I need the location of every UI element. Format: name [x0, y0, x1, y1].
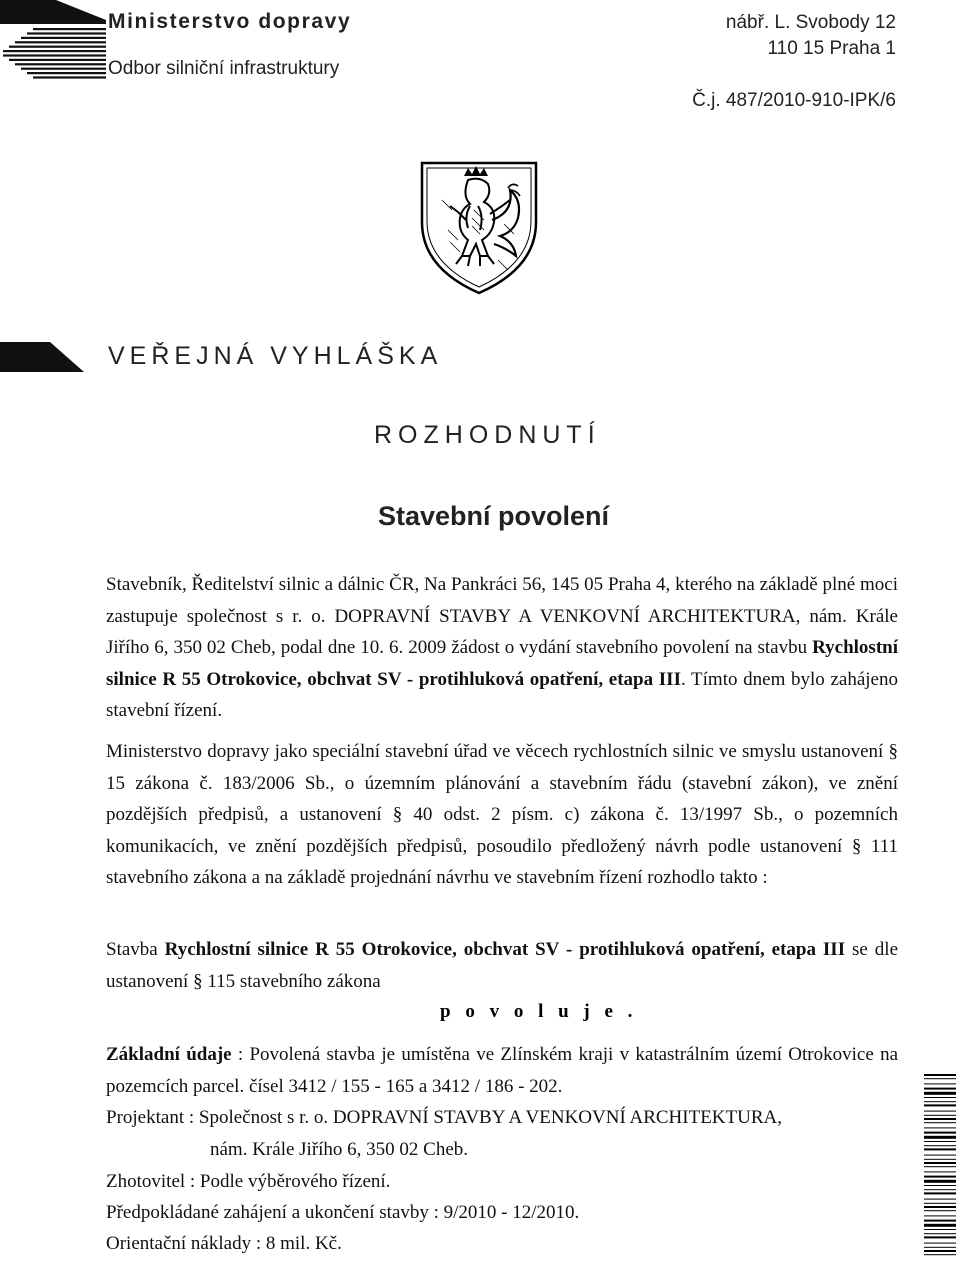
public-notice-title: VEŘEJNÁ VYHLÁŠKA [108, 342, 443, 370]
address-city: 110 15 Praha 1 [767, 38, 896, 59]
designer-line1: Projektant : Společnost s r. o. DOPRAVNÍ STAVBY A VENKOVNÍ ARCHITEKTURA, [106, 1107, 783, 1128]
para1-text-a: Stavebník, Ředitelství silnic a dálnic ČR, Na Pankráci 56, 145 05 Praha 4, kterého na základě plné moci zastupuje společnost s r. o. DOPRAVNÍ STAVBY A VENKOVNÍ ARCHITEKTURA, nám. Krále Jiřího 6, 350 02 Cheb, podal dne 10. 6. 2009 žádost o vydání stavebního povolení na stavbu [106, 574, 898, 658]
contractor: Zhotovitel : Podle výběrového řízení. [106, 1171, 391, 1192]
basic-data-label: Základní údaje [106, 1044, 232, 1065]
paragraph-application [106, 569, 898, 727]
address-street: nábř. L. Svobody 12 [725, 12, 896, 33]
grants-permission: p o v o l u j e . [440, 1001, 638, 1022]
paragraph-decision [106, 934, 898, 997]
para1-text-c: . Tímto dnem bylo zahájeno stavební řízení. [106, 668, 898, 721]
decision-title: ROZHODNUTÍ [374, 421, 601, 449]
para1-project-name: Rychlostní silnice R 55 Otrokovice, obchvat SV - protihluková opatření, etapa III [106, 637, 898, 690]
barcode-icon [924, 1074, 956, 1260]
reference-number: Č.j. 487/2010-910-IPK/6 [692, 90, 896, 111]
basic-data [106, 1039, 898, 1102]
address [726, 10, 896, 62]
ministry-name: Ministerstvo dopravy [108, 10, 352, 33]
building-permit-subtitle: Stavební povolení [378, 501, 610, 531]
notice-wedge-icon [0, 342, 84, 372]
estimated-costs: Orientační náklady : 8 mil. Kč. [106, 1233, 342, 1254]
schedule: Předpokládané zahájení a ukončení stavby : 9/2010 - 12/2010. [106, 1202, 580, 1223]
paragraph-authority: Ministerstvo dopravy jako speciální stavební úřad ve věcech rychlostních silnic ve smyslu ustanovení § 15 zákona č. 183/2006 Sb., o územním plánování a stavebním řádu (stavební zákon), ve znění pozdějších předpisů, a ustanovení § 40 odst. 2 písm. c) zákona č. 13/1997 Sb., o pozemních komunikacích, ve znění pozdějších předpisů, posoudilo předložený návrh podle ustanovení § 111 stavebního zákona a na základě projednání návrhu ve stavebním řízení rozhodlo takto : [106, 741, 898, 888]
ministry-logo [0, 0, 106, 82]
para3-project-name: Rychlostní silnice R 55 Otrokovice, obchvat SV - protihluková opatření, etapa III [164, 939, 846, 960]
para3-text-a: Stavba [106, 939, 165, 960]
basic-data-text: : Povolená stavba je umístěna ve Zlínském kraji v katastrálním území Otrokovice na pozemcích parcel. čísel 3412 / 155 - 165 a 3412 / 186 - 202. [106, 1044, 898, 1097]
para3-text-c: se dle ustanovení § 115 stavebního zákona [106, 939, 899, 992]
designer-line2: nám. Krále Jiřího 6, 350 02 Cheb. [210, 1139, 469, 1160]
coat-of-arms-icon [418, 160, 540, 296]
department-name: Odbor silniční infrastruktury [108, 58, 340, 79]
